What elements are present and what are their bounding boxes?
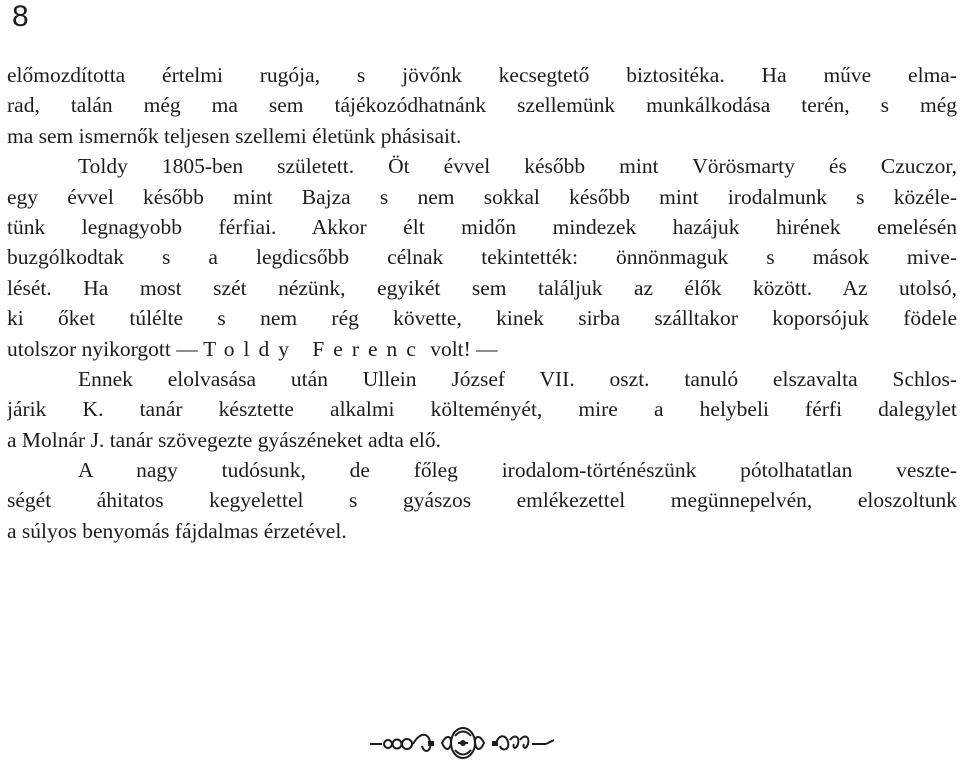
text-line: A nagy tudósunk, de főleg irodalom-történészünk pótolhatatlan veszte-: [78, 458, 957, 483]
text-line: ma sem ismernők teljesen szellemi életünk phásisait.: [7, 123, 462, 148]
text-line: a súlyos benyomás fájdalmas érzetével.: [7, 518, 347, 543]
text-line-with-name: [7, 334, 957, 364]
decorative-tailpiece-icon: [368, 722, 558, 762]
spaced-name: Toldy Ferenc: [203, 336, 425, 361]
page-number: 8: [12, 0, 29, 33]
text-line: egy évvel később mint Bajza s nem sokkal később mint irodalmunk s közéle-: [7, 184, 957, 209]
text-line: rad, talán még ma sem tájékozódhatnánk szellemünk munkálkodása terén, s még: [7, 93, 957, 118]
text-line: tünk legnagyobb férfiai. Akkor élt midőn mindezek hazájuk hirének emelésén: [7, 214, 957, 239]
text-line: ki őket túlélte s nem rég követte, kinek sirba szálltakor koporsójuk födele: [7, 306, 957, 331]
text-line: buzgólkodtak s a legdicsőbb célnak tekintették: önnönmaguk s mások mive-: [7, 245, 957, 270]
text-line: Toldy 1805-ben született. Öt évvel később mint Vörösmarty és Czuczor,: [78, 154, 957, 179]
text-line: ségét áhitatos kegyelettel s gyászos emlékezettel megünnepelvén, eloszoltunk: [7, 488, 957, 513]
text-line: lését. Ha most szét nézünk, egyikét sem találjuk az élők között. Az utolsó,: [7, 275, 957, 300]
text-line: járik K. tanár késztette alkalmi költeményét, mire a helybeli férfi dalegylet: [7, 397, 957, 422]
body-text: [7, 60, 957, 546]
line-prefix: utolszor nyikorgott —: [7, 336, 204, 361]
text-line: Ennek elolvasása után Ullein József VII. oszt. tanuló elszavalta Schlos-: [78, 366, 957, 391]
text-line: előmozdította értelmi rugója, s jövőnk kecsegtető biztositéka. Ha műve elma-: [7, 63, 957, 87]
text-line: a Molnár J. tanár szövegezte gyászéneket adta elő.: [7, 427, 441, 452]
line-suffix: volt! —: [424, 336, 498, 361]
